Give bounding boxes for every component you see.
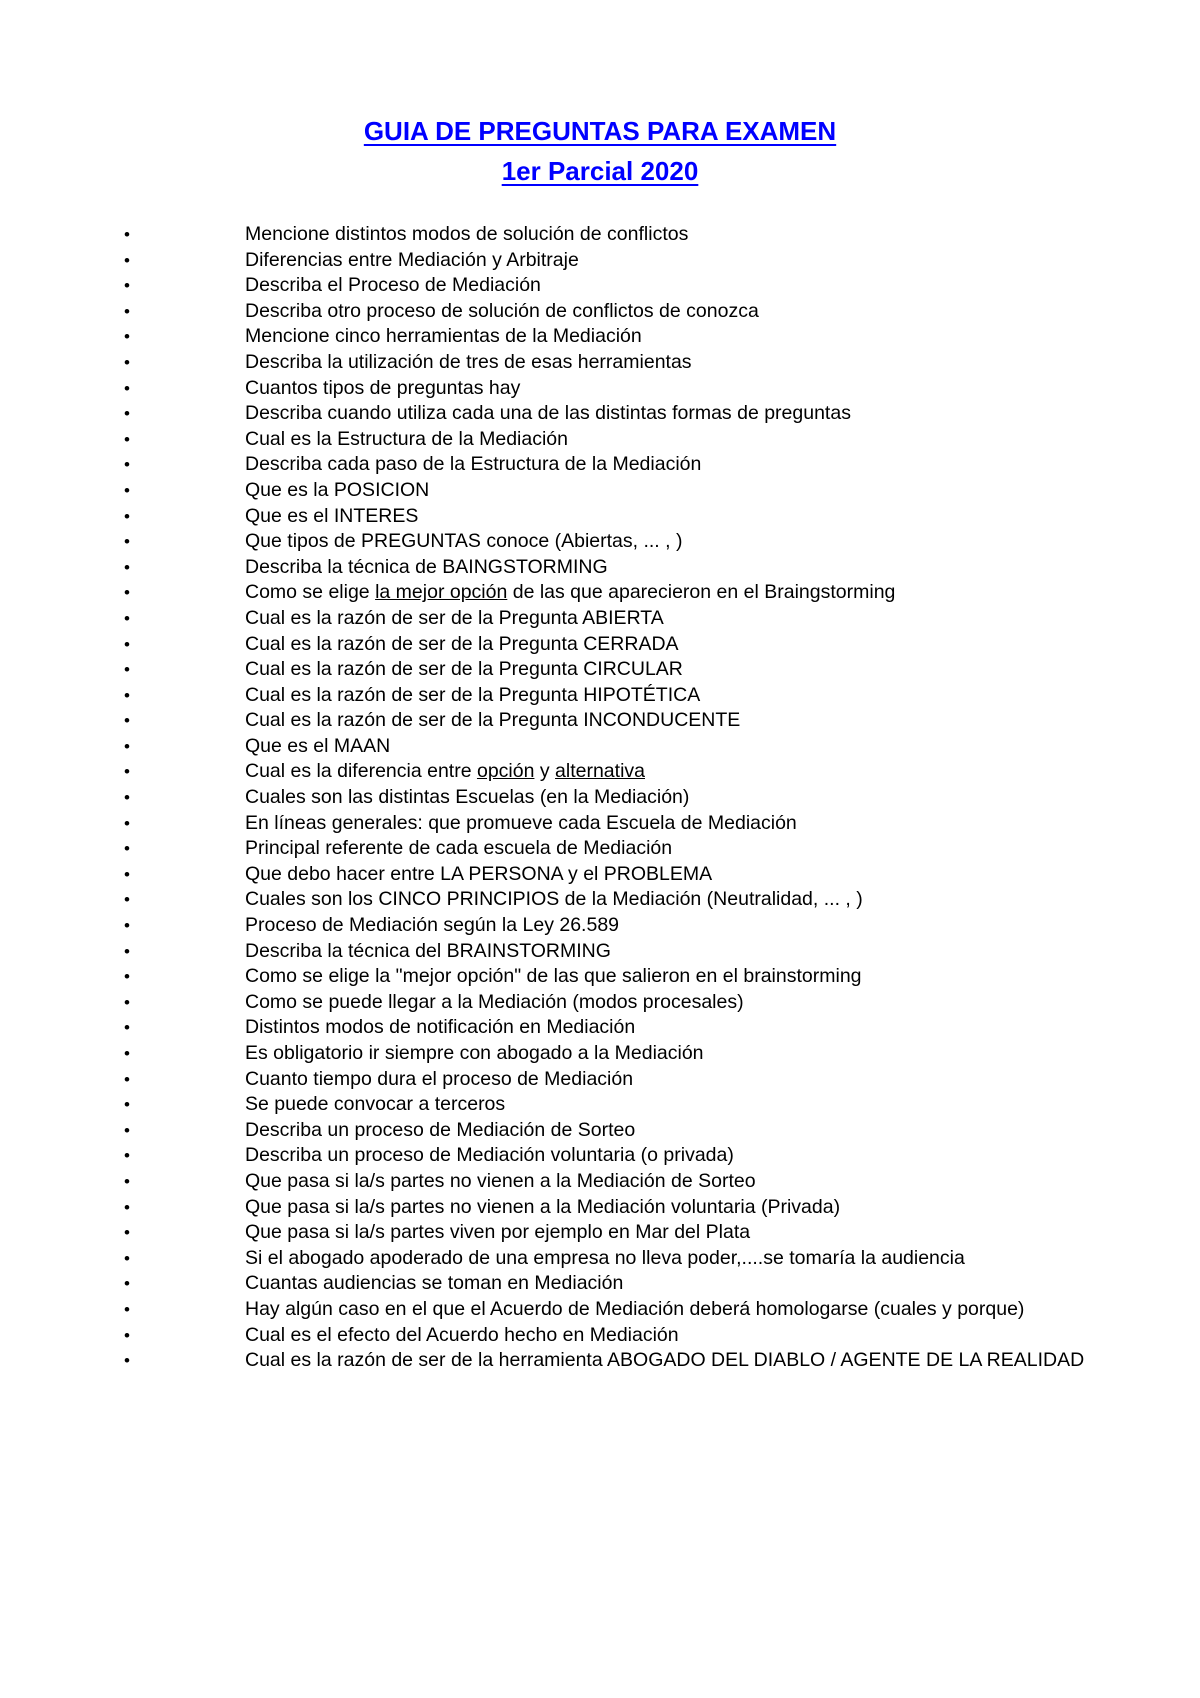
bullet-icon: • (124, 301, 130, 321)
bullet-icon: • (124, 864, 130, 884)
question-text: Describa cuando utiliza cada una de las distintas formas de preguntas (245, 402, 851, 425)
question-fragment: de las que aparecieron en el Braingstorming (507, 581, 896, 604)
question-item (0, 248, 1200, 274)
bullet-icon: • (124, 660, 130, 680)
question-text: Describa el Proceso de Mediación (245, 274, 541, 297)
question-text: Mencione distintos modos de solución de conflictos (245, 223, 689, 245)
question-text: Describa otro proceso de solución de conflictos de conozca (245, 299, 759, 322)
question-item (0, 222, 1200, 248)
question-item (0, 1143, 1200, 1169)
bullet-icon: • (124, 711, 130, 731)
bullet-icon: • (124, 250, 130, 270)
bullet-icon: • (124, 762, 130, 782)
question-item (0, 913, 1200, 939)
question-item (0, 504, 1200, 530)
question-text: Como se puede llegar a la Mediación (modos procesales) (245, 990, 744, 1013)
question-item (0, 273, 1200, 299)
bullet-icon: • (124, 378, 130, 398)
question-text: Si el abogado apoderado de una empresa no lleva poder,....se tomaría la audiencia (245, 1246, 965, 1269)
question-text: Principal referente de cada escuela de Mediación (245, 837, 673, 860)
question-item (0, 324, 1200, 350)
question-item (0, 657, 1200, 683)
question-item (0, 1220, 1200, 1246)
bullet-icon: • (124, 557, 130, 577)
question-text: En líneas generales: que promueve cada Escuela de Mediación (245, 811, 797, 834)
question-item (0, 555, 1200, 581)
question-item (0, 1041, 1200, 1067)
question-text: Describa la técnica del BRAINSTORMING (245, 939, 611, 962)
bullet-icon: • (124, 1197, 130, 1217)
question-item (0, 939, 1200, 965)
question-item (0, 478, 1200, 504)
question-item (0, 734, 1200, 760)
document-title: GUIA DE PREGUNTAS PARA EXAMEN (363, 116, 837, 146)
question-text: Cuanto tiempo dura el proceso de Mediación (245, 1067, 634, 1090)
bullet-icon: • (124, 225, 130, 244)
bullet-icon: • (124, 455, 130, 475)
question-text: Que pasa si la/s partes no vienen a la Mediación voluntaria (Privada) (245, 1195, 841, 1218)
question-text: Describa cada paso de la Estructura de la Mediación (245, 453, 702, 476)
bullet-icon: • (124, 583, 130, 603)
bullet-icon: • (124, 736, 130, 756)
bullet-icon: • (124, 813, 130, 833)
question-text: Que pasa si la/s partes no vienen a la Mediación de Sorteo (245, 1169, 756, 1192)
bullet-icon: • (124, 1223, 130, 1243)
bullet-icon: • (124, 685, 130, 705)
question-text: Hay algún caso en el que el Acuerdo de Mediación deberá homologarse (cuales y porque) (245, 1297, 1025, 1320)
question-text: Describa la utilización de tres de esas herramientas (245, 350, 692, 373)
bullet-icon: • (124, 1325, 130, 1345)
bullet-icon: • (124, 429, 130, 449)
question-item (0, 990, 1200, 1016)
question-text: Que es el INTERES (245, 504, 419, 527)
question-item (0, 350, 1200, 376)
bullet-icon: • (124, 506, 130, 526)
question-item (0, 529, 1200, 555)
question-text: Cual es la Estructura de la Mediación (245, 427, 568, 450)
bullet-icon: • (124, 839, 130, 859)
document-subtitle: 1er Parcial 2020 (501, 156, 699, 186)
question-text: Proceso de Mediación según la Ley 26.589 (245, 914, 620, 937)
question-item (0, 376, 1200, 402)
bullet-icon: • (124, 788, 130, 808)
bullet-icon: • (124, 1171, 130, 1191)
question-list (0, 222, 1200, 1374)
bullet-icon: • (124, 1044, 130, 1063)
bullet-icon: • (124, 1120, 130, 1140)
bullet-icon: • (124, 327, 130, 347)
question-item (0, 785, 1200, 811)
question-item (0, 683, 1200, 709)
question-item (0, 1169, 1200, 1195)
question-text: Distintos modos de notificación en Mediación (245, 1016, 636, 1039)
question-item (0, 1246, 1200, 1272)
bullet-icon: • (124, 608, 130, 628)
question-item (0, 1297, 1200, 1323)
bullet-icon: • (124, 1351, 130, 1371)
question-item (0, 1271, 1200, 1297)
question-item (0, 1195, 1200, 1221)
question-text: Que es el MAAN (245, 734, 391, 757)
question-text: Se puede convocar a terceros (245, 1093, 506, 1116)
question-item (0, 1067, 1200, 1093)
bullet-icon: • (124, 1299, 130, 1319)
bullet-icon: • (124, 890, 130, 910)
question-item (0, 1323, 1200, 1349)
question-text: Cuales son los CINCO PRINCIPIOS de la Mediación (Neutralidad, ... , ) (245, 888, 863, 911)
question-text: Cual es la razón de ser de la Pregunta HIPOTÉTICA (245, 683, 701, 706)
question-text: Cual es la razón de ser de la Pregunta ABIERTA (245, 606, 664, 629)
bullet-icon: • (124, 916, 130, 936)
question-text: Que debo hacer entre LA PERSONA y el PROBLEMA (245, 862, 713, 885)
bullet-icon: • (124, 1146, 130, 1166)
bullet-icon: • (124, 1095, 130, 1115)
question-text: Cuantos tipos de preguntas hay (245, 376, 521, 399)
question-item (0, 964, 1200, 990)
bullet-icon: • (124, 1274, 130, 1294)
question-item (0, 836, 1200, 862)
question-item (0, 887, 1200, 913)
question-text: Que es la POSICION (245, 478, 430, 501)
question-text: Diferencias entre Mediación y Arbitraje (245, 248, 579, 271)
question-item (0, 759, 1200, 785)
question-fragment: Cual es la diferencia entre (245, 760, 477, 783)
question-text: Cual es la razón de ser de la Pregunta INCONDUCENTE (245, 709, 741, 732)
question-item (0, 811, 1200, 837)
underlined-term: opción (476, 760, 535, 783)
question-item (0, 1348, 1200, 1374)
bullet-icon: • (124, 276, 130, 296)
bullet-icon: • (124, 967, 130, 987)
question-item (0, 580, 1200, 606)
question-item (0, 606, 1200, 632)
bullet-icon: • (124, 352, 130, 372)
question-text: Que tipos de PREGUNTAS conoce (Abiertas, ... , ) (245, 530, 683, 553)
question-text: Cuales son las distintas Escuelas (en la Mediación) (245, 786, 690, 809)
question-item (0, 1118, 1200, 1144)
question-text: Cual es la razón de ser de la Pregunta CIRCULAR (245, 658, 683, 681)
question-text (245, 760, 645, 782)
question-item (0, 427, 1200, 453)
question-text: Describa un proceso de Mediación voluntaria (o privada) (245, 1144, 734, 1167)
bullet-icon: • (124, 634, 130, 654)
bullet-icon: • (124, 532, 130, 552)
question-item (0, 1092, 1200, 1118)
question-text: Como se elige la "mejor opción" de las que salieron en el brainstorming (245, 965, 862, 988)
underlined-term: la mejor opción (375, 581, 508, 604)
bullet-icon: • (124, 992, 130, 1012)
question-text: Describa un proceso de Mediación de Sorteo (245, 1118, 636, 1141)
question-item (0, 401, 1200, 427)
question-text: Cual es la razón de ser de la Pregunta CERRADA (245, 632, 679, 655)
bullet-icon: • (124, 404, 130, 424)
bullet-icon: • (124, 1248, 130, 1268)
bullet-icon: • (124, 480, 130, 500)
question-text: Cual es el efecto del Acuerdo hecho en Mediación (245, 1323, 679, 1346)
question-item (0, 299, 1200, 325)
question-item (0, 1015, 1200, 1041)
question-item (0, 632, 1200, 658)
bullet-icon: • (124, 941, 130, 961)
question-fragment: y (534, 760, 556, 783)
bullet-icon: • (124, 1018, 130, 1038)
question-text: Cuantas audiencias se toman en Mediación (245, 1272, 624, 1295)
question-text: Mencione cinco herramientas de la Mediación (245, 325, 642, 348)
question-text: Que pasa si la/s partes viven por ejemplo en Mar del Plata (245, 1221, 751, 1244)
underlined-term: alternativa (555, 760, 645, 783)
question-text: Cual es la razón de ser de la herramienta ABOGADO DEL DIABLO / AGENTE DE LA REALIDAD (245, 1349, 1085, 1372)
question-fragment: Como se elige (245, 581, 376, 604)
question-text: Describa la técnica de BAINGSTORMING (245, 555, 608, 578)
question-text: Es obligatorio ir siempre con abogado a la Mediación (245, 1042, 704, 1064)
question-item (0, 862, 1200, 888)
question-item (0, 708, 1200, 734)
question-item (0, 452, 1200, 478)
bullet-icon: • (124, 1069, 130, 1089)
question-text (245, 581, 895, 603)
